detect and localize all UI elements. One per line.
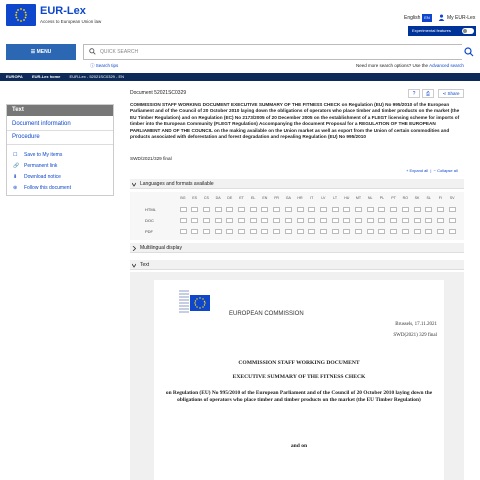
format-cell-pdf-nl[interactable] (367, 229, 374, 234)
format-cell-html-lv[interactable] (320, 207, 327, 212)
section-languages-header[interactable] (130, 179, 464, 189)
language-column-sk: SK (414, 196, 420, 200)
share-label: Share (447, 91, 460, 96)
language-column-en: EN (262, 196, 268, 200)
format-cell-doc-cs[interactable] (203, 218, 210, 223)
format-cell-html-sv[interactable] (449, 207, 456, 212)
breadcrumb-home[interactable]: EUR-Lex home (31, 74, 61, 79)
chevron-right-icon (132, 246, 136, 251)
language-column-it: IT (310, 196, 314, 200)
document-and-on: and on (290, 443, 308, 449)
help-icon[interactable]: ? (408, 89, 420, 98)
format-cell-doc-lv[interactable] (320, 218, 327, 223)
collapse-all-link[interactable]: − Collapse all (433, 168, 458, 173)
section-languages-label: Languages and formats available (140, 181, 214, 187)
format-cell-html-sk[interactable] (414, 207, 421, 212)
document-ref: SWD(2021) 329 final (393, 333, 437, 338)
document-number: Document 52021SC0329 (130, 90, 187, 96)
nav-item-document-information[interactable]: Document information (12, 121, 71, 127)
language-column-et: ET (239, 196, 244, 200)
language-column-pt: PT (391, 196, 396, 200)
format-cell-pdf-et[interactable] (238, 229, 245, 234)
menu-button[interactable] (6, 44, 76, 60)
format-cell-pdf-ga[interactable] (285, 229, 292, 234)
format-cell-html-nl[interactable] (367, 207, 374, 212)
format-cell-doc-sv[interactable] (449, 218, 456, 223)
toggle-knob (463, 29, 467, 33)
document-title: COMMISSION STAFF WORKING DOCUMENT EXECUTIVE SUMMARY OF THE FITNESS CHECK on Regulation (EU) No 995/2010 of the European Parliament and of the Council of 20 October 2010 laying down the obligations of operators who place timber and timber products on the market (the EU Timber Regulation) and on Regulation (EC) No 2173/2005 of 20 December 2005 on the establishment of a FLEGT licensing scheme for imports of timber into the European Community (FLEGT Regulation) Accompanying the document Proposal for a REGULATION OF THE EUROPEAN PARLIAMENT AND OF THE COUNCIL on the making available on the Union market as well as export from the Union of certain commodities and products associated with deforestation and forest degradation and repealing Regulation (EU) No 995/2010 (130, 102, 460, 140)
permanent-link[interactable]: Permanent link (24, 163, 58, 169)
document-reference: SWD/2021/329 final (130, 156, 172, 161)
save-icon: ☐ (13, 152, 18, 158)
format-cell-pdf-it[interactable] (308, 229, 315, 234)
european-commission-logo (177, 289, 213, 321)
format-cell-pdf-hr[interactable] (297, 229, 304, 234)
format-cell-pdf-fi[interactable] (437, 229, 444, 234)
nav-item-text[interactable]: Text (7, 105, 113, 116)
format-cell-html-cs[interactable] (203, 207, 210, 212)
format-cell-pdf-pl[interactable] (378, 229, 385, 234)
commission-name: EUROPEAN COMMISSION (229, 311, 304, 317)
section-text-label: Text (140, 262, 150, 268)
format-cell-html-hr[interactable] (297, 207, 304, 212)
advanced-search-link[interactable]: Advanced search (429, 63, 464, 68)
language-column-ga: GA (285, 196, 291, 200)
nav-divider (7, 130, 113, 131)
format-cell-html-sl[interactable] (425, 207, 432, 212)
format-cell-doc-es[interactable] (191, 218, 198, 223)
breadcrumb-europa[interactable]: EUROPA (6, 74, 23, 79)
advanced-search-text: Need more search options? Use the (356, 63, 429, 68)
left-navigation (6, 104, 114, 196)
format-cell-doc-en[interactable] (261, 218, 268, 223)
format-cell-doc-ro[interactable] (402, 218, 409, 223)
quick-search-input[interactable] (83, 44, 475, 60)
section-multilingual-header[interactable] (130, 243, 464, 253)
format-cell-pdf-mt[interactable] (355, 229, 362, 234)
link-icon: 🔗 (13, 163, 20, 169)
expand-collapse: + Expand all | − Collapse all (406, 168, 458, 173)
format-cell-html-en[interactable] (261, 207, 268, 212)
language-column-hu: HU (344, 196, 350, 200)
my-eurlex-link[interactable]: My EUR-Lex (447, 15, 476, 21)
eu-flag-icon (8, 5, 34, 25)
info-icon: ⓘ (90, 63, 96, 68)
format-cell-html-et[interactable] (238, 207, 245, 212)
format-cell-doc-da[interactable] (215, 218, 222, 223)
format-cell-html-pl[interactable] (378, 207, 385, 212)
language-column-cs: CS (203, 196, 209, 200)
format-cell-doc-it[interactable] (308, 218, 315, 223)
format-cell-html-ga[interactable] (285, 207, 292, 212)
menu-label: MENU (36, 49, 52, 55)
format-cell-html-pt[interactable] (390, 207, 397, 212)
nav-divider (7, 144, 113, 145)
format-cell-pdf-bg[interactable] (180, 229, 187, 234)
user-icon[interactable] (438, 14, 445, 21)
document-heading: COMMISSION STAFF WORKING DOCUMENT (238, 360, 360, 366)
format-label-html: HTML (145, 207, 156, 212)
section-text-header[interactable] (130, 260, 464, 270)
format-cell-doc-ga[interactable] (285, 218, 292, 223)
language-column-ro: RO (402, 196, 408, 200)
search-icon (89, 48, 96, 55)
search-submit-icon[interactable] (462, 44, 476, 60)
format-cell-doc-lt[interactable] (332, 218, 339, 223)
format-cell-pdf-fr[interactable] (273, 229, 280, 234)
chevron-down-icon (132, 263, 136, 268)
advanced-search-hint (356, 63, 464, 68)
format-cell-pdf-sk[interactable] (414, 229, 421, 234)
follow-document-link[interactable]: Follow this document (24, 185, 71, 191)
format-cell-pdf-el[interactable] (250, 229, 257, 234)
format-cell-pdf-de[interactable] (226, 229, 233, 234)
format-label-doc: DOC (145, 218, 154, 223)
section-multilingual-label: Multilingual display (140, 245, 182, 251)
format-label-pdf: PDF (145, 229, 153, 234)
print-icon[interactable]: ⎙ (422, 89, 434, 98)
brand-name[interactable]: EUR-Lex (40, 5, 86, 17)
format-cell-doc-de[interactable] (226, 218, 233, 223)
format-cell-html-hu[interactable] (343, 207, 350, 212)
language-column-bg: BG (180, 196, 186, 200)
document-date: Brussels, 17.11.2021 (395, 322, 437, 327)
format-cell-html-es[interactable] (191, 207, 198, 212)
format-cell-doc-fi[interactable] (437, 218, 444, 223)
format-cell-html-da[interactable] (215, 207, 222, 212)
format-cell-html-lt[interactable] (332, 207, 339, 212)
format-cell-html-el[interactable] (250, 207, 257, 212)
expand-all-link[interactable]: + Expand all (406, 168, 429, 173)
format-cell-doc-el[interactable] (250, 218, 257, 223)
language-column-de: DE (227, 196, 233, 200)
nav-item-procedure[interactable]: Procedure (12, 134, 40, 140)
language-column-fr: FR (274, 196, 279, 200)
format-cell-doc-fr[interactable] (273, 218, 280, 223)
menu-icon: ☰ (30, 49, 37, 55)
format-cell-pdf-sv[interactable] (449, 229, 456, 234)
format-cell-pdf-ro[interactable] (402, 229, 409, 234)
language-column-lt: LT (333, 196, 338, 200)
language-column-lv: LV (321, 196, 326, 200)
breadcrumb-current: EUR-Lex - 52021SC0329 - EN (69, 74, 125, 79)
format-cell-html-fi[interactable] (437, 207, 444, 212)
format-cell-pdf-en[interactable] (261, 229, 268, 234)
format-cell-html-fr[interactable] (273, 207, 280, 212)
download-notice-link[interactable]: Download notice (24, 174, 61, 180)
search-tips-label: Search tips (95, 63, 119, 68)
language-code[interactable]: EN (422, 14, 432, 22)
format-cell-doc-bg[interactable] (180, 218, 187, 223)
format-cell-doc-hu[interactable] (343, 218, 350, 223)
format-cell-html-it[interactable] (308, 207, 315, 212)
language-column-fi: FI (438, 196, 442, 200)
format-cell-pdf-sl[interactable] (425, 229, 432, 234)
chevron-down-icon (132, 182, 136, 187)
format-cell-pdf-lv[interactable] (320, 229, 327, 234)
format-cell-pdf-pt[interactable] (390, 229, 397, 234)
format-cell-html-de[interactable] (226, 207, 233, 212)
format-cell-doc-nl[interactable] (367, 218, 374, 223)
format-cell-html-mt[interactable] (355, 207, 362, 212)
format-cell-pdf-lt[interactable] (332, 229, 339, 234)
format-cell-pdf-cs[interactable] (203, 229, 210, 234)
language-selector[interactable]: English (404, 15, 421, 21)
language-column-mt: MT (355, 196, 362, 200)
format-cell-doc-et[interactable] (238, 218, 245, 223)
format-cell-doc-pt[interactable] (390, 218, 397, 223)
format-cell-doc-sl[interactable] (425, 218, 432, 223)
breadcrumb (0, 73, 480, 81)
share-button[interactable] (438, 89, 464, 98)
language-column-sv: SV (449, 196, 455, 200)
experimental-features-label: Experimental features (412, 28, 451, 33)
format-cell-pdf-hu[interactable] (343, 229, 350, 234)
rss-icon: ⊛ (13, 185, 18, 191)
brand-subtitle: Access to European Union law (40, 19, 102, 24)
language-column-el: EL (250, 196, 256, 200)
search-placeholder: QUICK SEARCH (100, 49, 139, 55)
format-cell-doc-pl[interactable] (378, 218, 385, 223)
document-paragraph: on Regulation (EU) No 995/2010 of the European Parliament and of the Council of 20 October 2010 laying down the obligations of operators who place timber and timber products on the market (the EU Timber Regulation) (165, 390, 433, 403)
language-column-da: DA (215, 196, 221, 200)
search-tips-link[interactable] (90, 63, 118, 69)
format-cell-doc-sk[interactable] (414, 218, 421, 223)
language-column-es: ES (192, 196, 198, 200)
format-cell-pdf-da[interactable] (215, 229, 222, 234)
save-to-my-items-link[interactable]: Save to My items (24, 152, 63, 158)
format-cell-html-bg[interactable] (180, 207, 187, 212)
language-column-nl: NL (367, 196, 373, 200)
language-column-hr: HR (297, 196, 303, 200)
eurlex-logo[interactable] (6, 4, 36, 26)
share-icon: ⋖ (442, 91, 448, 96)
format-cell-pdf-es[interactable] (191, 229, 198, 234)
format-cell-html-ro[interactable] (402, 207, 409, 212)
language-column-pl: PL (379, 196, 385, 200)
language-column-sl: SL (426, 196, 431, 200)
format-cell-doc-hr[interactable] (297, 218, 304, 223)
document-subheading: EXECUTIVE SUMMARY OF THE FITNESS CHECK (232, 374, 366, 380)
format-cell-doc-mt[interactable] (355, 218, 362, 223)
download-icon: ⬇ (13, 174, 18, 180)
